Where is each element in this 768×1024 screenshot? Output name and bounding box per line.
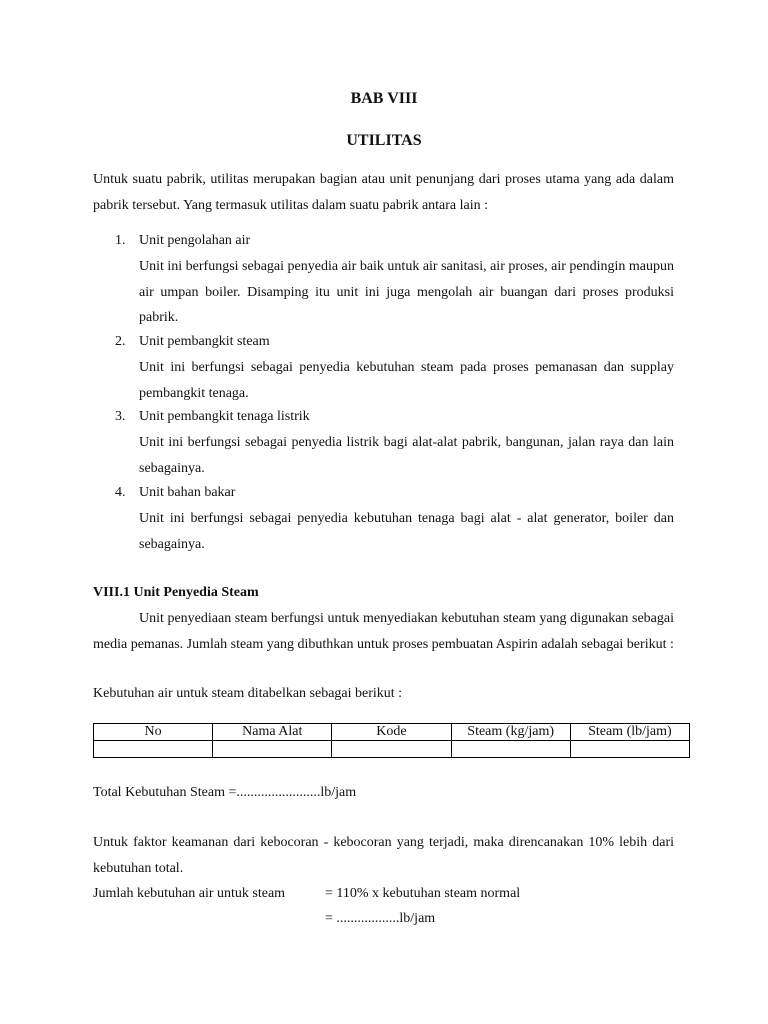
- steam-table: [93, 723, 690, 758]
- list-item-title: Unit pembangkit tenaga listrik: [139, 409, 310, 424]
- column-header: Steam (lb/jam): [570, 724, 689, 741]
- column-header: No: [94, 724, 213, 741]
- intro-paragraph: Untuk suatu pabrik, utilitas merupakan bagian atau unit penunjang dari proses utama yang ada dalam pabrik tersebut. Yang termasuk utilitas dalam suatu pabrik antara lain :: [93, 172, 674, 213]
- list-item-description: Unit ini berfungsi sebagai penyedia air baik untuk air sanitasi, air proses, air pendingin maupun air umpan boiler. Disamping itu unit ini juga mengolah air buangan dari proses produksi pabrik.: [139, 259, 674, 325]
- list-item-title: Unit pembangkit steam: [139, 334, 270, 349]
- column-header: Kode: [332, 724, 451, 741]
- section-paragraph: Unit penyediaan steam berfungsi untuk menyediakan kebutuhan steam yang digunakan sebagai media pemanas. Jumlah steam yang dibuthkan untuk proses pembuatan Aspirin adalah sebagai berikut :: [93, 611, 674, 652]
- table-intro: Kebutuhan air untuk steam ditabelkan sebagai berikut :: [93, 686, 403, 701]
- list-item-title: Unit pengolahan air: [139, 233, 251, 248]
- calc-line-2: = ..................lb/jam: [325, 911, 436, 926]
- section-title: VIII.1 Unit Penyedia Steam: [93, 585, 259, 600]
- column-header: Nama Alat: [213, 724, 332, 741]
- list-number: 1.: [115, 233, 126, 248]
- table-cell: [94, 741, 213, 758]
- list-number: 4.: [115, 485, 126, 500]
- column-header: Steam (kg/jam): [451, 724, 570, 741]
- list-number: 2.: [115, 334, 126, 349]
- total-steam-line: Total Kebutuhan Steam =........................lb/jam: [93, 785, 357, 800]
- chapter-heading: BAB VIII: [350, 90, 418, 107]
- table-cell: [213, 741, 332, 758]
- list-item-description: Unit ini berfungsi sebagai penyedia listrik bagi alat-alat pabrik, bangunan, jalan raya dan lain sebagainya.: [139, 435, 674, 476]
- table-header-row: [94, 724, 690, 741]
- table-cell: [570, 741, 689, 758]
- chapter-title: UTILITAS: [346, 132, 422, 149]
- list-item-description: Unit ini berfungsi sebagai penyedia kebutuhan tenaga bagi alat - alat generator, boiler dan sebagainya.: [139, 511, 674, 552]
- safety-paragraph: Untuk faktor keamanan dari kebocoran - kebocoran yang terjadi, maka direncanakan 10% lebih dari kebutuhan total.: [93, 835, 674, 876]
- table-cell: [332, 741, 451, 758]
- table-row: [94, 741, 690, 758]
- list-number: 3.: [115, 409, 126, 424]
- calc-line-1: = 110% x kebutuhan steam normal: [325, 886, 521, 901]
- list-item-title: Unit bahan bakar: [139, 485, 236, 500]
- list-item-description: Unit ini berfungsi sebagai penyedia kebutuhan steam pada proses pemanasan dan supplay pembangkit tenaga.: [139, 360, 674, 401]
- calc-label: Jumlah kebutuhan air untuk steam: [93, 886, 286, 901]
- table-cell: [451, 741, 570, 758]
